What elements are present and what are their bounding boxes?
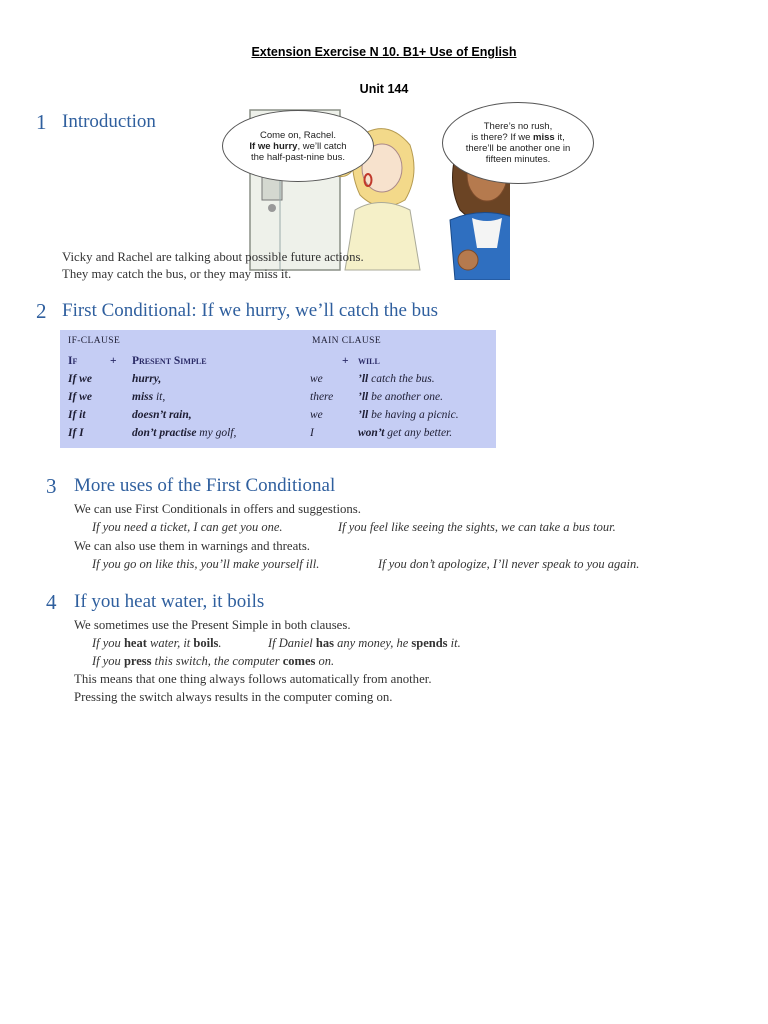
row-4-verb: don’t practise my golf, bbox=[132, 427, 237, 439]
row-1-if: If we bbox=[68, 373, 92, 385]
section-4-para-2: This means that one thing always follows automatically from another. bbox=[74, 672, 432, 686]
section-4-example-3: If you press this switch, the computer comes on. bbox=[92, 654, 335, 668]
row-2-if: If we bbox=[68, 391, 92, 403]
if-clause-label: IF-CLAUSE bbox=[68, 336, 121, 346]
section-2-number: 2 bbox=[36, 299, 47, 323]
row-4-main: won’t get any better. bbox=[358, 427, 453, 439]
document-title: Extension Exercise N 10. B1+ Use of English bbox=[251, 45, 517, 59]
section-4-number: 4 bbox=[46, 590, 57, 614]
header-plus-2: + bbox=[342, 355, 349, 367]
section-1-title: Introduction bbox=[62, 111, 156, 132]
row-2-verb: miss it, bbox=[132, 391, 166, 403]
intro-text-line-2: They may catch the bus, or they may miss it. bbox=[62, 267, 292, 281]
grammar-table bbox=[60, 330, 496, 448]
row-3-main: ’ll be having a picnic. bbox=[358, 409, 459, 421]
row-3-if: If it bbox=[68, 409, 86, 421]
intro-text-line-1: Vicky and Rachel are talking about possible future actions. bbox=[62, 250, 364, 264]
header-will: will bbox=[358, 355, 380, 367]
main-clause-label: MAIN CLAUSE bbox=[312, 336, 382, 346]
speech-bubble-rachel: There’s no rush, is there? If we miss it, there’ll be another one in fifteen minutes. bbox=[442, 102, 594, 184]
section-3-para-1: We can use First Conditionals in offers and suggestions. bbox=[74, 502, 361, 516]
section-4-para-1: We sometimes use the Present Simple in both clauses. bbox=[74, 618, 351, 632]
section-3-example-2a: If you go on like this, you’ll make yourself ill. bbox=[92, 557, 320, 571]
row-2-subject: there bbox=[310, 391, 334, 403]
section-3-para-2: We can also use them in warnings and threats. bbox=[74, 539, 310, 553]
section-4-title: If you heat water, it boils bbox=[74, 591, 265, 612]
row-2-main: ’ll be another one. bbox=[358, 391, 443, 403]
row-1-verb: hurry, bbox=[132, 373, 162, 385]
header-if: If bbox=[68, 355, 78, 367]
unit-label: Unit 144 bbox=[359, 82, 409, 96]
row-1-main: ’ll catch the bus. bbox=[358, 373, 435, 385]
section-4-example-2: If Daniel has any money, he spends it. bbox=[268, 636, 461, 650]
section-4-para-3: Pressing the switch always results in the computer coming on. bbox=[74, 690, 393, 704]
row-3-subject: we bbox=[310, 409, 323, 421]
header-plus-1: + bbox=[110, 355, 117, 367]
row-1-subject: we bbox=[310, 373, 323, 385]
section-3-example-1a: If you need a ticket, I can get you one. bbox=[92, 520, 283, 534]
section-4-example-1: If you heat water, it boils. bbox=[92, 636, 222, 650]
row-4-if: If I bbox=[68, 427, 84, 439]
section-3-title: More uses of the First Conditional bbox=[74, 475, 336, 496]
header-present-simple: Present Simple bbox=[132, 355, 207, 367]
row-3-verb: doesn’t rain, bbox=[132, 409, 192, 421]
speech-bubble-vicky: Come on, Rachel. If we hurry, we’ll catch the half-past-nine bus. bbox=[222, 110, 374, 182]
section-1-number: 1 bbox=[36, 110, 47, 134]
section-3-number: 3 bbox=[46, 474, 57, 498]
section-3-example-2b: If you don’t apologize, I’ll never speak to you again. bbox=[378, 557, 640, 571]
section-3-example-1b: If you feel like seeing the sights, we can take a bus tour. bbox=[338, 520, 616, 534]
section-2-title: First Conditional: If we hurry, we’ll catch the bus bbox=[62, 300, 439, 321]
row-4-subject: I bbox=[310, 427, 314, 439]
